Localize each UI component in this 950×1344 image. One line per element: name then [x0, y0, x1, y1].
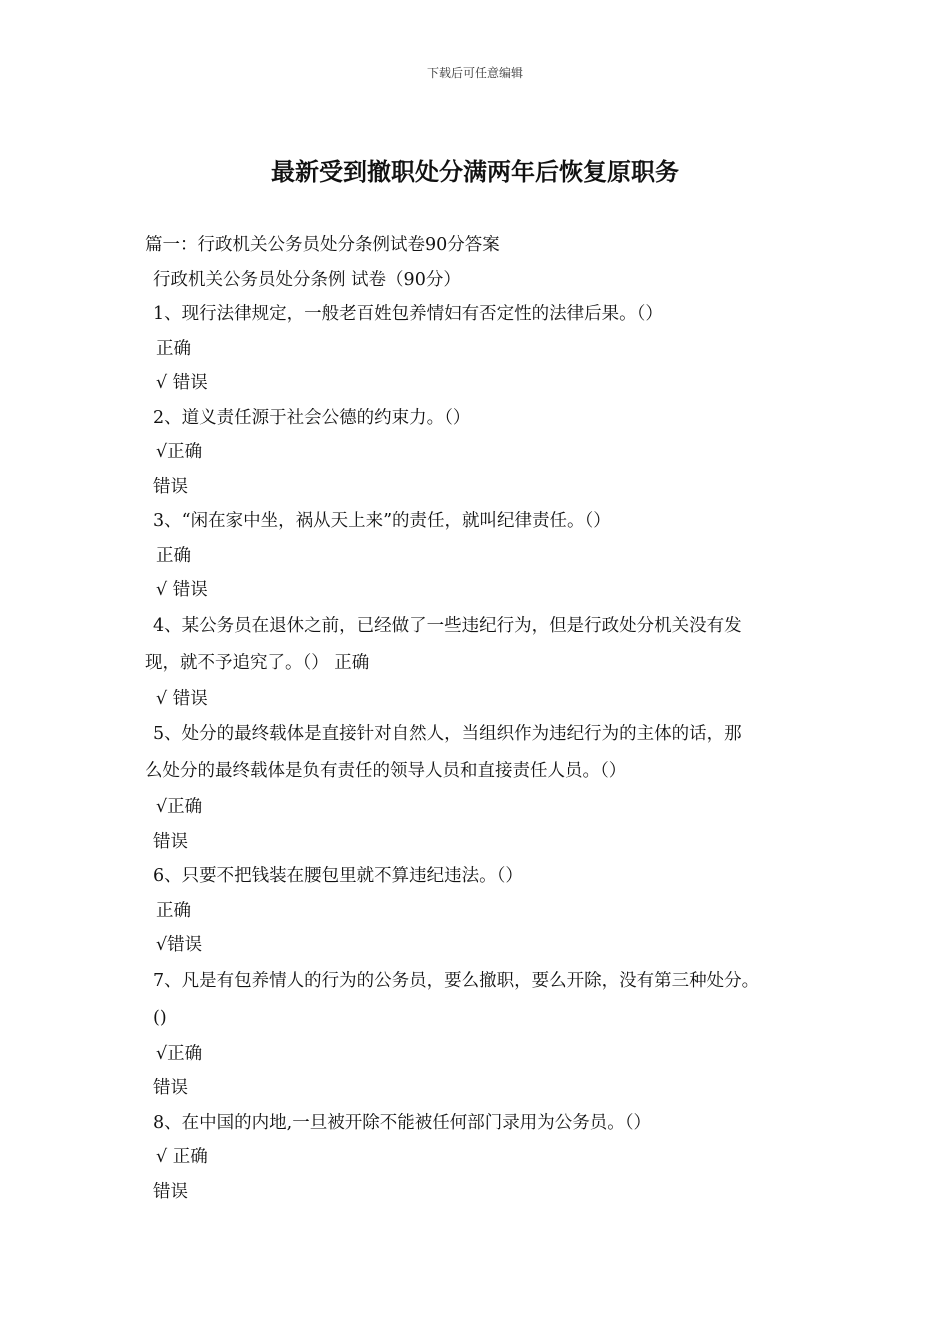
q5-option-wrong: 错误: [153, 831, 188, 852]
document-body: [145, 228, 835, 1209]
question-7: 7、凡是有包养情人的行为的公务员，要么撤职，要么开除，没有第三种处分。: [153, 970, 760, 991]
question-5: 5、处分的最终载体是直接针对自然人，当组织作为违纪行为的主体的话，那: [153, 724, 742, 744]
question-6: 6、只要不把钱装在腰包里就不算违纪违法。（）: [153, 866, 523, 886]
q1-option-correct: 正确: [156, 338, 191, 359]
q5-option-correct: √正确: [156, 797, 203, 817]
q8-option-correct: √ 正确: [156, 1147, 208, 1167]
question-7-continued: (): [153, 1007, 167, 1028]
q8-option-wrong: 错误: [153, 1181, 188, 1202]
question-4: 4、某公务员在退休之前，已经做了一些违纪行为，但是行政处分机关没有发: [153, 615, 742, 636]
q3-option-correct: 正确: [156, 545, 191, 566]
q4-option-wrong: √ 错误: [156, 688, 208, 709]
question-3: 3、“闲在家中坐，祸从天上来”的责任，就叫纪律责任。（）: [153, 511, 611, 531]
header-note: 下载后可任意编辑: [426, 66, 523, 80]
question-4-continued: 现，就不予追究了。（） 正确: [145, 652, 370, 673]
q7-option-correct: √正确: [156, 1043, 203, 1064]
q3-option-wrong: √ 错误: [156, 580, 208, 600]
q6-option-correct: 正确: [156, 900, 191, 921]
q6-option-wrong: √错误: [156, 935, 203, 955]
q1-option-wrong: √ 错误: [156, 373, 208, 393]
q2-option-correct: √正确: [156, 442, 203, 462]
question-2: 2、道义责任源于社会公德的约束力。（）: [153, 407, 471, 428]
question-1: 1、现行法律规定，一般老百姓包养情妇有否定性的法律后果。（）: [153, 304, 663, 324]
question-5-continued: 么处分的最终载体是负有责任的领导人员和直接责任人员。（）: [145, 761, 627, 781]
q2-option-wrong: 错误: [153, 476, 188, 497]
question-8: 8、在中国的内地,一旦被开除不能被任何部门录用为公务员。（）: [153, 1112, 651, 1133]
document-title: 最新受到撤职处分满两年后恢复原职务: [271, 157, 679, 186]
exam-title: 行政机关公务员处分条例 试卷（90分）: [153, 269, 461, 290]
section-heading: 篇一：行政机关公务员处分条例试卷90分答案: [145, 235, 500, 255]
q7-option-wrong: 错误: [153, 1078, 188, 1098]
